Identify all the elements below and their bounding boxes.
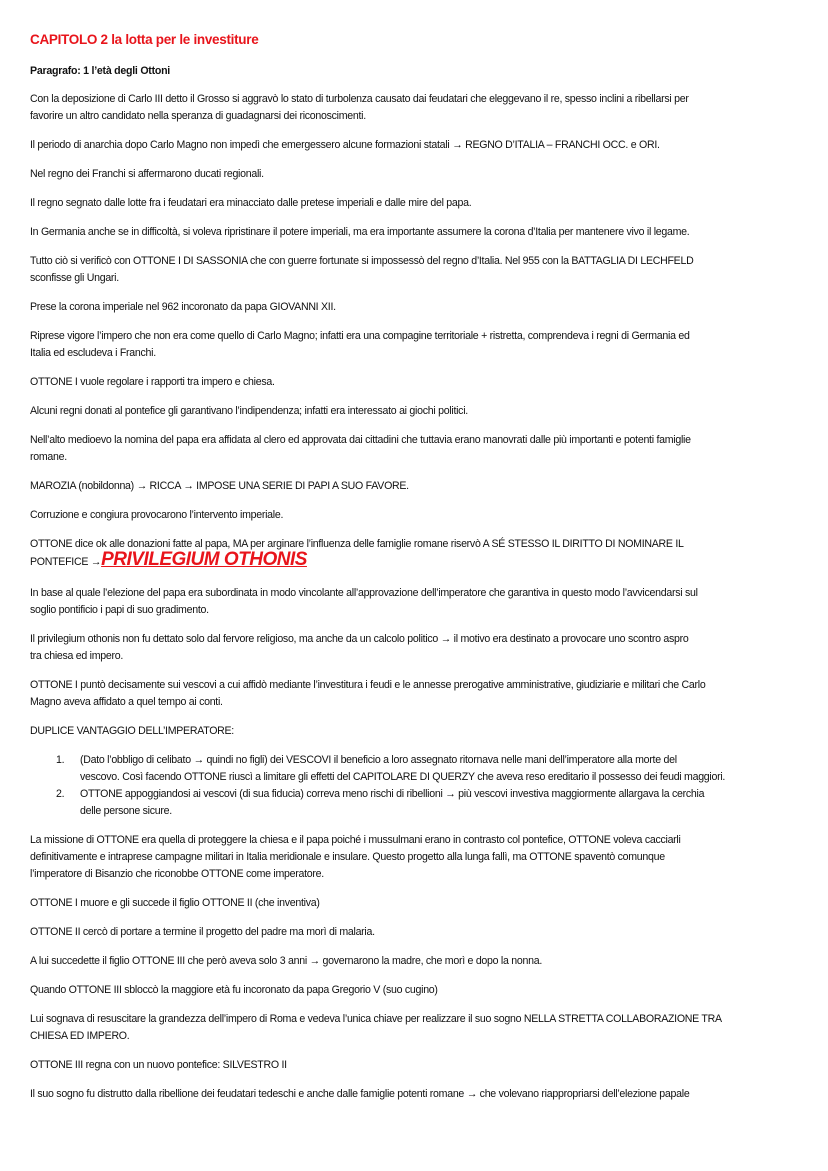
paragraph xyxy=(30,478,820,495)
text-line: DUPLICE VANTAGGIO DELL’IMPERATORE: xyxy=(30,725,234,737)
text-line: Prese la corona imperiale nel 962 incoronato da papa GIOVANNI XII. xyxy=(30,301,336,313)
paragraph xyxy=(30,1057,820,1074)
list-item xyxy=(30,752,820,786)
chapter-title: CAPITOLO 2 la lotta per le investiture xyxy=(30,32,259,47)
paragraph-heading: Paragrafo: 1 l’età degli Ottoni xyxy=(30,65,170,77)
text-line: A lui succedette il figlio OTTONE III che però aveva solo 3 anni → governarono la madre, che morì e dopo la nonna. xyxy=(30,955,542,967)
text-line: In base al quale l’elezione del papa era subordinata in modo vincolante all’approvazione dell’imperatore che garantiva in questo modo l’avvicendarsi sul xyxy=(30,587,698,599)
text-line: CHIESA ED IMPERO. xyxy=(30,1030,130,1042)
text-line: Il privilegium othonis non fu dettato solo dal fervore religioso, ma anche da un calcolo politico → il motivo era destinato a provocare uno scontro aspro xyxy=(30,633,689,645)
text-line: (Dato l’obbligo di celibato → quindi no figli) dei VESCOVI il beneficio a loro assegnato ritornava nelle mani dell’imperatore alla morte del xyxy=(80,754,677,766)
text-line: La missione di OTTONE era quella di proteggere la chiesa e il papa poiché i mussulmani erano in contrasto col pontefice, OTTONE voleva cacciarli xyxy=(30,834,681,846)
text-line: delle persone sicure. xyxy=(80,805,172,817)
paragraph xyxy=(30,299,820,316)
paragraph-group xyxy=(30,585,820,740)
text-line: OTTONE dice ok alle donazioni fatte al papa, MA per arginare l’influenza delle famiglie romane riservò A SÉ STESSO IL DIRITTO DI NOMINARE IL xyxy=(30,538,684,550)
text-fragment: PONTEFICE → xyxy=(30,556,102,568)
paragraph xyxy=(30,1011,820,1045)
paragraph xyxy=(30,1086,820,1103)
paragraph xyxy=(30,224,820,241)
paragraph xyxy=(30,166,820,183)
text-line: Lui sognava di resuscitare la grandezza dell’impero di Roma e vedeva l’unica chiave per realizzare il suo sogno NELLA STRETTA COLLABORAZIONE TRA xyxy=(30,1013,722,1025)
text-line: Nel regno dei Franchi si affermarono ducati regionali. xyxy=(30,168,264,180)
text-line: Il suo sogno fu distrutto dalla ribellione dei feudatari tedeschi e anche dalle famiglie potenti romane → che volevano riappropriarsi dell’elezione papale xyxy=(30,1088,690,1100)
paragraph xyxy=(30,723,820,740)
document-body xyxy=(30,31,820,1115)
text-line: definitivamente e intraprese campagne militari in Italia meridionale e insulare. Questo progetto alla lunga fallì, ma OTTONE spaventò comunque xyxy=(30,851,665,863)
text-line: OTTONE I muore e gli succede il figlio OTTONE II (che inventiva) xyxy=(30,897,320,909)
list-number: 2. xyxy=(56,788,65,800)
text-line: Il periodo di anarchia dopo Carlo Magno non impedì che emergessero alcune formazioni statali → REGNO D’ITALIA – FRANCHI OCC. e ORI. xyxy=(30,139,660,151)
paragraph xyxy=(30,895,820,912)
paragraph xyxy=(30,432,820,466)
paragraph xyxy=(30,585,820,619)
paragraph xyxy=(30,253,820,287)
text-line: Tutto ciò si verificò con OTTONE I DI SASSONIA che con guerre fortunate si impossessò del regno d’Italia. Nel 955 con la BATTAGLIA DI LECHFELD xyxy=(30,255,694,267)
text-line: OTTONE III regna con un nuovo pontefice: SILVESTRO II xyxy=(30,1059,287,1071)
text-line: Alcuni regni donati al pontefice gli garantivano l’indipendenza; infatti era interessato ai giochi politici. xyxy=(30,405,468,417)
list-number: 1. xyxy=(56,754,65,766)
paragraph xyxy=(30,374,820,391)
list-item xyxy=(30,786,820,820)
paragraph xyxy=(30,924,820,941)
text-line: Riprese vigore l’impero che non era come quello di Carlo Magno; infatti era una compagine territoriale + ristretta, comprendeva i regni di Germania ed xyxy=(30,330,690,342)
paragraph-group xyxy=(30,91,820,524)
text-line: OTTONE I puntò decisamente sui vescovi a cui affidò mediante l’investitura i feudi e le annesse prerogative amministrative, giudiziarie e militari che Carlo xyxy=(30,679,706,691)
paragraph xyxy=(30,328,820,362)
paragraph-group xyxy=(30,832,820,1103)
paragraph xyxy=(30,631,820,665)
text-line: OTTONE II cercò di portare a termine il progetto del padre ma morì di malaria. xyxy=(30,926,375,938)
text-line: Nell’alto medioevo la nomina del papa era affidata al clero ed approvata dai cittadini che tuttavia erano manovrati dalle più importanti e potenti famiglie xyxy=(30,434,691,446)
text-line: OTTONE appoggiandosi ai vescovi (di sua fiducia) correva meno rischi di ribellioni → più vescovi investiva maggiormente allargava la cerchia xyxy=(80,788,705,800)
paragraph xyxy=(30,677,820,711)
text-line: Magno aveva affidato a quel tempo ai conti. xyxy=(30,696,223,708)
text-line: Italia ed escludeva i Franchi. xyxy=(30,347,156,359)
paragraph xyxy=(30,982,820,999)
paragraph xyxy=(30,403,820,420)
text-line: Con la deposizione di Carlo III detto il Grosso si aggravò lo stato di turbolenza causato dai feudatari che eleggevano il re, spesso inclini a ribellarsi per xyxy=(30,93,689,105)
paragraph xyxy=(30,953,820,970)
text-line: In Germania anche se in difficoltà, si voleva ripristinare il potere imperiali, ma era importante assumere la corona d’Italia per mantenere vivo il legame. xyxy=(30,226,690,238)
text-line: Corruzione e congiura provocarono l’intervento imperiale. xyxy=(30,509,284,521)
paragraph xyxy=(30,507,820,524)
text-line: l’imperatore di Bisanzio che riconobbe OTTONE come imperatore. xyxy=(30,868,324,880)
text-line: Il regno segnato dalle lotte fra i feudatari era minacciato dalle pretese imperiali e dalle mire del papa. xyxy=(30,197,472,209)
text-line: Quando OTTONE III sbloccò la maggiore età fu incoronato da papa Gregorio V (suo cugino) xyxy=(30,984,438,996)
text-line: tra chiesa ed impero. xyxy=(30,650,124,662)
paragraph xyxy=(30,195,820,212)
paragraph xyxy=(30,91,820,125)
text-line: romane. xyxy=(30,451,67,463)
text-line: sconfisse gli Ungari. xyxy=(30,272,119,284)
paragraph xyxy=(30,832,820,883)
paragraph xyxy=(30,137,820,154)
text-line: favorire un altro candidato nella speranza di guadagnarsi dei riconoscimenti. xyxy=(30,110,366,122)
text-line: vescovo. Così facendo OTTONE riuscì a limitare gli effetti del CAPITOLARE DI QUERZY che aveva reso ereditario il possesso dei feudi maggiori. xyxy=(80,771,726,783)
privilegium-highlight: PRIVILEGIUM OTHONIS xyxy=(101,549,307,570)
text-line: OTTONE I vuole regolare i rapporti tra impero e chiesa. xyxy=(30,376,275,388)
privilegium-paragraph xyxy=(30,536,820,573)
text-line: soglio pontificio i papi di suo gradimento. xyxy=(30,604,209,616)
numbered-list xyxy=(30,752,820,820)
text-line: MAROZIA (nobildonna) → RICCA → IMPOSE UNA SERIE DI PAPI A SUO FAVORE. xyxy=(30,480,409,492)
